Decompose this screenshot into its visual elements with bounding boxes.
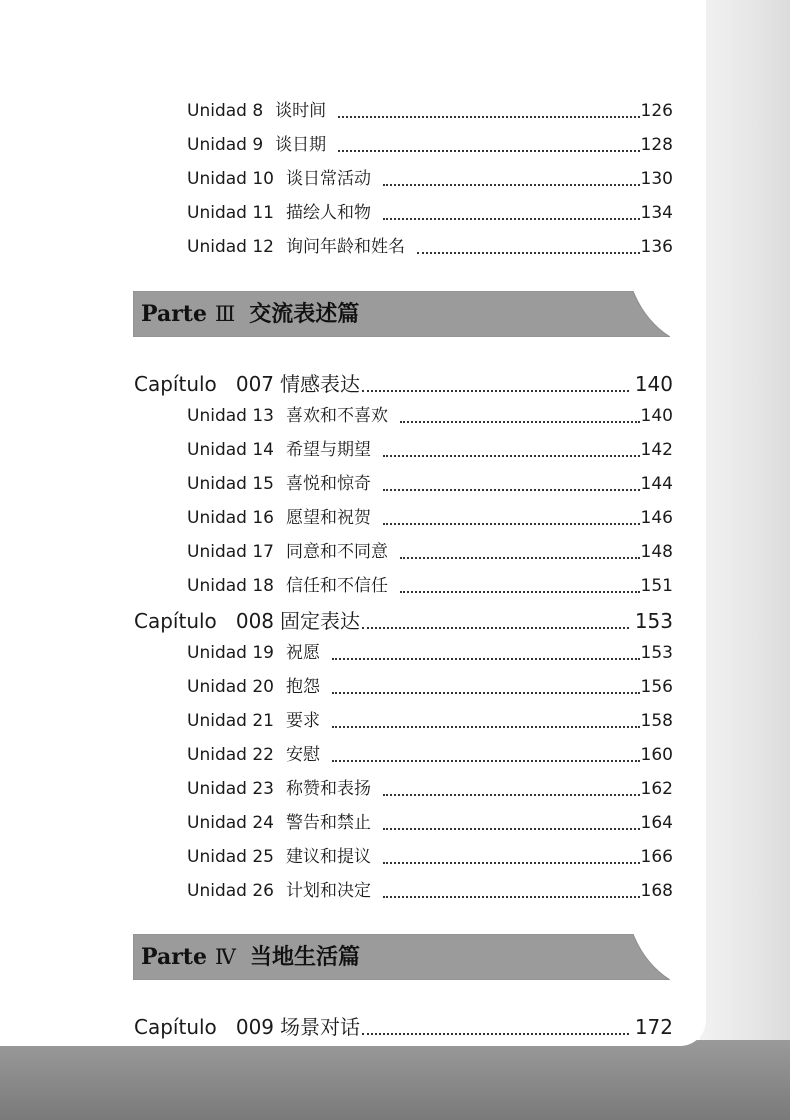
- part-number: Ⅳ: [214, 945, 236, 969]
- unit-title: 喜悦和惊奇: [285, 474, 371, 494]
- page-number: 156: [640, 677, 673, 697]
- dot-leader: [383, 844, 640, 870]
- page-number: 153: [634, 609, 673, 633]
- unit-title: 称赞和表扬: [285, 779, 371, 799]
- unit-label: Unidad 23: [187, 779, 274, 799]
- part-label: Parte: [141, 301, 207, 327]
- toc-entry-unidad-23[interactable]: [187, 776, 673, 802]
- toc-entry-unidad-22[interactable]: [187, 742, 673, 768]
- unit-label: Unidad 26: [187, 881, 274, 901]
- part-title: 交流表述篇: [249, 302, 360, 327]
- toc-chapter-007[interactable]: [134, 369, 673, 399]
- unit-label: Unidad 20: [187, 677, 274, 697]
- dot-leader: [362, 369, 629, 399]
- dot-leader: [383, 505, 640, 531]
- dot-leader: [383, 878, 640, 904]
- chapter-label: Capítulo 007: [134, 372, 275, 396]
- dot-leader: [400, 539, 640, 565]
- toc-entry-unidad-10[interactable]: [187, 166, 673, 192]
- unit-title: 描绘人和物: [285, 203, 371, 223]
- part-title: 当地生活篇: [249, 945, 360, 970]
- unit-label: Unidad 18: [187, 576, 274, 596]
- dot-leader: [338, 132, 639, 158]
- dot-leader: [383, 471, 640, 497]
- dot-leader: [362, 1012, 629, 1042]
- unit-label: Unidad 19: [187, 643, 274, 663]
- toc-entry-unidad-25[interactable]: [187, 844, 673, 870]
- dot-leader: [332, 708, 640, 734]
- unit-title: 喜欢和不喜欢: [285, 406, 388, 426]
- toc-chapter-008[interactable]: [134, 606, 673, 636]
- dot-leader: [383, 200, 640, 226]
- unit-title: 要求: [285, 711, 320, 731]
- unit-label: Unidad 12: [187, 237, 274, 257]
- toc-entry-unidad-20[interactable]: [187, 674, 673, 700]
- unit-label: Unidad 13: [187, 406, 274, 426]
- unit-title: 警告和禁止: [285, 813, 371, 833]
- part-3-banner: [133, 291, 670, 337]
- page-number: 148: [640, 542, 673, 562]
- toc-entry-unidad-17[interactable]: [187, 539, 673, 565]
- dot-leader: [383, 437, 640, 463]
- chapter-label: Capítulo 008: [134, 609, 275, 633]
- toc-entry-unidad-19[interactable]: [187, 640, 673, 666]
- toc-chapter-009[interactable]: [134, 1012, 673, 1042]
- toc-entry-unidad-15[interactable]: [187, 471, 673, 497]
- page-number: 160: [640, 745, 673, 765]
- unit-title: 建议和提议: [285, 847, 371, 867]
- toc-entry-unidad-8[interactable]: [187, 98, 673, 124]
- dot-leader: [332, 640, 640, 666]
- toc-entry-unidad-21[interactable]: [187, 708, 673, 734]
- unit-label: Unidad 10: [187, 169, 274, 189]
- page-number: 151: [640, 576, 673, 596]
- unit-label: Unidad 11: [187, 203, 274, 223]
- toc-entry-unidad-18[interactable]: [187, 573, 673, 599]
- unit-title: 询问年龄和姓名: [285, 237, 405, 257]
- unit-label: Unidad 14: [187, 440, 274, 460]
- toc-entry-unidad-13[interactable]: [187, 403, 673, 429]
- dot-leader: [338, 98, 639, 124]
- page-number: 158: [640, 711, 673, 731]
- page-number: 130: [640, 169, 673, 189]
- page-number: 140: [634, 372, 673, 396]
- unit-title: 计划和决定: [285, 881, 371, 901]
- unit-label: Unidad 16: [187, 508, 274, 528]
- unit-title: 安慰: [285, 745, 320, 765]
- page-number: 136: [640, 237, 673, 257]
- chapter-title: 场景对话: [280, 1015, 361, 1039]
- unit-title: 抱怨: [285, 677, 320, 697]
- unit-label: Unidad 24: [187, 813, 274, 833]
- chapter-title: 情感表达: [280, 372, 361, 396]
- chapter-title: 固定表达: [280, 609, 361, 633]
- toc-entry-unidad-14[interactable]: [187, 437, 673, 463]
- unit-title: 谈日期: [275, 135, 327, 155]
- dot-leader: [332, 742, 640, 768]
- unit-title: 祝愿: [285, 643, 320, 663]
- page-number: 162: [640, 779, 673, 799]
- dot-leader: [400, 403, 640, 429]
- page-number: 166: [640, 847, 673, 867]
- dot-leader: [417, 234, 640, 260]
- dot-leader: [383, 166, 640, 192]
- right-edge-strip: [700, 0, 790, 1120]
- page-number: 134: [640, 203, 673, 223]
- dot-leader: [362, 606, 629, 636]
- page-number: 172: [634, 1015, 673, 1039]
- toc-entry-unidad-11[interactable]: [187, 200, 673, 226]
- page-number: 144: [640, 474, 673, 494]
- part-4-banner: [133, 934, 670, 980]
- page-number: 140: [640, 406, 673, 426]
- unit-label: Unidad 15: [187, 474, 274, 494]
- unit-label: Unidad 25: [187, 847, 274, 867]
- toc-entry-unidad-24[interactable]: [187, 810, 673, 836]
- unit-label: Unidad 21: [187, 711, 274, 731]
- unit-title: 谈时间: [275, 101, 327, 121]
- unit-title: 希望与期望: [285, 440, 371, 460]
- page-number: 153: [640, 643, 673, 663]
- toc-entry-unidad-26[interactable]: [187, 878, 673, 904]
- page-number: 168: [640, 881, 673, 901]
- page-number: 164: [640, 813, 673, 833]
- unit-title: 愿望和祝贺: [285, 508, 371, 528]
- dot-leader: [400, 573, 640, 599]
- unit-title: 同意和不同意: [285, 542, 388, 562]
- part-label: Parte: [141, 944, 207, 970]
- dot-leader: [383, 810, 640, 836]
- page-number: 128: [640, 135, 673, 155]
- page-number: 126: [640, 101, 673, 121]
- toc-entry-unidad-9[interactable]: [187, 132, 673, 158]
- dot-leader: [332, 674, 640, 700]
- unit-label: Unidad 22: [187, 745, 274, 765]
- unit-label: Unidad 9: [187, 135, 264, 155]
- unit-title: 谈日常活动: [285, 169, 371, 189]
- dot-leader: [383, 776, 640, 802]
- unit-title: 信任和不信任: [285, 576, 388, 596]
- page-number: 142: [640, 440, 673, 460]
- bottom-gray-band: [0, 1040, 790, 1120]
- toc-entry-unidad-16[interactable]: [187, 505, 673, 531]
- unit-label: Unidad 17: [187, 542, 274, 562]
- unit-label: Unidad 8: [187, 101, 264, 121]
- part-number: Ⅲ: [214, 302, 236, 326]
- toc-entry-unidad-12[interactable]: [187, 234, 673, 260]
- page-number: 146: [640, 508, 673, 528]
- chapter-label: Capítulo 009: [134, 1015, 275, 1039]
